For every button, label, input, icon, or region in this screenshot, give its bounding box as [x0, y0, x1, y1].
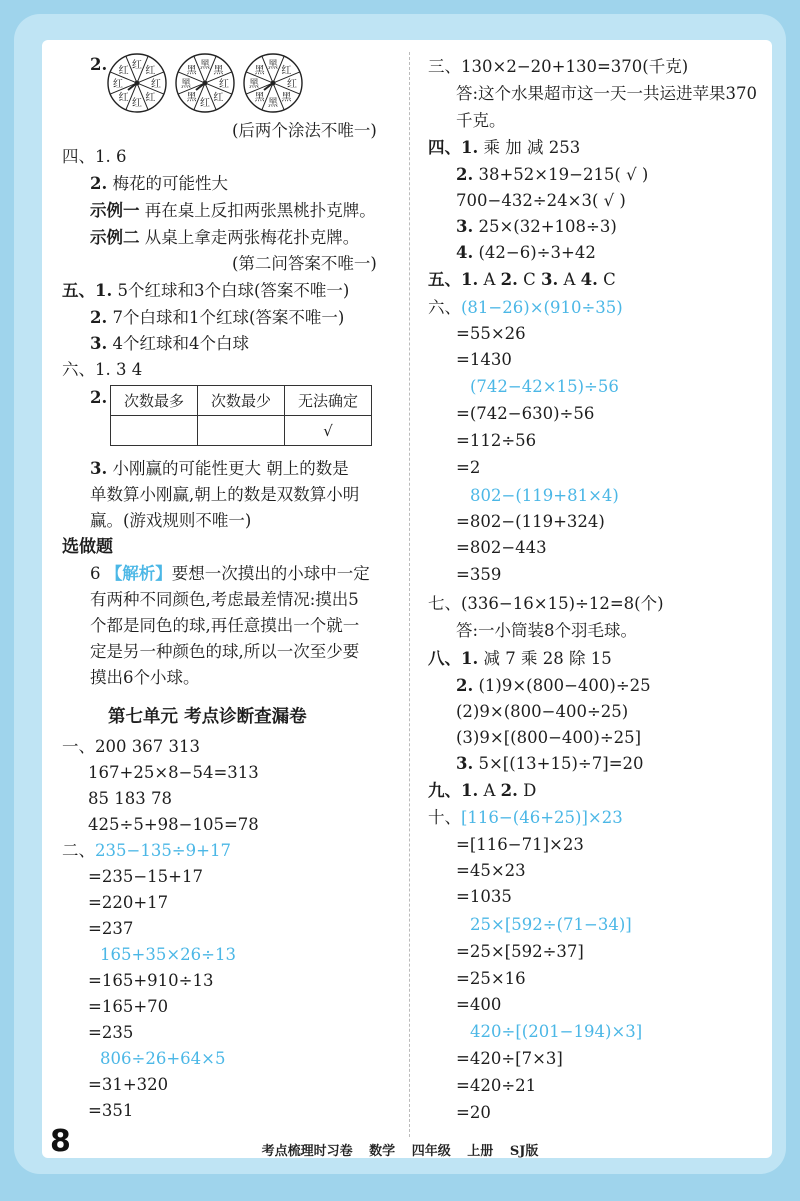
item-number: 4.	[580, 270, 598, 289]
footer-info	[0, 1140, 800, 1159]
wheel-segment-label: 红	[145, 92, 156, 104]
example-label: 示例二	[90, 228, 140, 247]
spinner-wheel	[108, 54, 166, 112]
wheel-segment-label: 红	[132, 60, 142, 71]
wheel-segment-label: 红	[145, 65, 156, 77]
answer-line	[456, 164, 648, 186]
wheel-segment-label: 红	[287, 79, 297, 90]
spinner-wheel	[244, 54, 302, 112]
item-number: 4.	[456, 243, 474, 262]
answer-text: A	[558, 270, 581, 289]
answer-line	[90, 173, 228, 195]
wheel-segment-label: 红	[113, 79, 123, 90]
equation-step: =31+320	[88, 1075, 169, 1094]
wheel-segment-label: 黑	[181, 79, 191, 90]
answer-text: (1)9×(800−400)÷25	[473, 676, 651, 695]
wheel-segment-label: 黑	[254, 92, 265, 104]
problem-expression: 420÷[(201−194)×3]	[470, 1022, 643, 1041]
equation-step: =165+910÷13	[88, 971, 214, 990]
wheel-segment-label: 红	[118, 65, 129, 77]
grade: 四年级	[411, 1144, 451, 1159]
equation-step: =1430	[456, 350, 512, 369]
equation-step: =165+70	[88, 997, 169, 1016]
column-divider	[409, 52, 410, 1137]
answer-text: C	[517, 270, 541, 289]
wheel-segment-label: 黑	[200, 60, 210, 71]
answer-text: 4个红球和4个白球	[107, 334, 249, 353]
wheel-segment-label: 红	[219, 79, 229, 90]
equation: 七、(336−16×15)÷12=8(个)	[428, 594, 664, 613]
answer-line: 一、200 367 313	[62, 737, 200, 756]
answer-text: 从桌上拿走两张梅花扑克牌。	[139, 228, 360, 247]
answer-line: 85 183 78	[88, 789, 172, 808]
table-header: 次数最少	[198, 386, 285, 416]
spinner-wheel	[176, 54, 234, 112]
equation-step: =1035	[456, 887, 512, 906]
answer-text: C	[597, 270, 616, 289]
item-number: 2.	[90, 55, 108, 74]
problem-expression: [116−(46+25)]×23	[461, 808, 623, 827]
equation-step: =235−15+17	[88, 867, 203, 886]
equation-step: =25×[592÷37]	[456, 942, 584, 961]
equation-step: =55×26	[456, 324, 526, 343]
equation-step: =420÷21	[456, 1076, 537, 1095]
answer-line	[428, 137, 580, 159]
answer-text: 减 7 乘 28 除 15	[478, 649, 612, 668]
wheel-segment-label: 黑	[268, 60, 278, 71]
subject: 数学	[369, 1144, 396, 1159]
item-number: 2.	[90, 308, 108, 327]
answer-line: 单数算小刚赢,朝上的数是双数算小明	[90, 485, 360, 504]
answer-line	[90, 458, 349, 480]
item-number: 2.	[500, 270, 518, 289]
answer-line	[456, 242, 596, 264]
equation-step: =400	[456, 995, 502, 1014]
item-number: 3.	[456, 217, 474, 236]
equation: 167+25×8−54=313	[88, 763, 259, 782]
item-number: 四、1.	[428, 138, 479, 157]
problem-expression: (81−26)×(910÷35)	[461, 298, 623, 317]
wheel-segment-label: 黑	[268, 98, 278, 109]
equation	[428, 297, 623, 319]
table-header: 次数最多	[111, 386, 198, 416]
answer-line: 答:一小筒装8个羽毛球。	[456, 621, 638, 640]
equation-step: =802−443	[456, 538, 547, 557]
wheel-segment-label: 黑	[249, 79, 259, 90]
answer-text: 再在桌上反扣两张黑桃扑克牌。	[139, 201, 376, 220]
answer-line: 定是另一种颜色的球,所以一次至少要	[90, 642, 360, 661]
edition: SJ版	[509, 1144, 539, 1159]
equation	[428, 807, 623, 829]
equation-step: =20	[456, 1103, 491, 1122]
answer-line	[62, 280, 349, 302]
answer-line	[456, 216, 617, 238]
item-number: 八、1.	[428, 649, 479, 668]
problem-expression: 806÷26+64×5	[100, 1049, 226, 1068]
equation-step: =25×16	[456, 969, 526, 988]
answer-line: 700−432÷24×3( √ )	[456, 191, 626, 210]
equation-step: =2	[456, 458, 481, 477]
table-cell	[111, 416, 198, 446]
equation-step: =112÷56	[456, 431, 537, 450]
answer-text: D	[517, 781, 537, 800]
wheel-segment-label: 红	[118, 92, 129, 104]
problem-expression: 165+35×26÷13	[100, 945, 236, 964]
answer-text: A	[478, 270, 501, 289]
table-cell	[198, 416, 285, 446]
wheel-segment-label: 红	[132, 98, 142, 109]
answer-line	[90, 563, 370, 585]
equation-step: =351	[88, 1101, 134, 1120]
answer-line: 摸出6个小球。	[90, 668, 200, 687]
answer-text: 要想一次摸出的小球中一定	[171, 564, 370, 583]
answer-line	[428, 780, 536, 802]
answer-text: 38+52×19−215( √ )	[473, 165, 649, 184]
answer-text: 小刚赢的可能性更大 朝上的数是	[107, 459, 349, 478]
wheel-segment-label: 黑	[213, 65, 224, 77]
item-number: 3.	[90, 459, 108, 478]
table-header: 无法确定	[285, 386, 372, 416]
answer-line: (3)9×[(800−400)÷25]	[456, 728, 642, 747]
equation-step: =359	[456, 565, 502, 584]
item-number: 五、1.	[428, 270, 479, 289]
series-name: 考点梳理时习卷	[261, 1144, 353, 1159]
equation: 三、130×2−20+130=370(千克)	[428, 57, 689, 76]
wheel-segment-label: 黑	[186, 92, 197, 104]
equation-step: =(742−630)÷56	[456, 404, 595, 423]
problem-expression: 25×[592÷(71−34)]	[470, 915, 632, 934]
answer-text: 5个红球和3个白球(答案不唯一)	[112, 281, 350, 300]
problem-expression: 235−135÷9+17	[95, 841, 231, 860]
table-cell: √	[285, 416, 372, 446]
answer-line: 四、1. 6	[62, 147, 127, 166]
answer-line	[456, 675, 651, 697]
note: (第二问答案不唯一)	[232, 254, 377, 273]
answer-line	[90, 227, 359, 249]
analysis-label: 【解析】	[105, 564, 172, 583]
spinner-wheels-graphic	[106, 51, 306, 115]
wheel-segment-label: 黑	[186, 65, 197, 77]
item-number: 九、1.	[428, 781, 479, 800]
answer-line	[90, 333, 249, 355]
answer-line	[428, 648, 612, 670]
page-number: 8	[50, 1124, 71, 1159]
answer-line: 赢。(游戏规则不唯一)	[90, 511, 252, 530]
wheel-segment-label: 红	[200, 98, 210, 109]
answer-text: 乘 加 减 253	[478, 138, 581, 157]
answer-line: 六、1. 3 4	[62, 360, 143, 379]
term: 上册	[467, 1144, 494, 1159]
spinner-wheels	[106, 51, 306, 115]
answer-text: 梅花的可能性大	[112, 174, 228, 193]
item-number: 2.	[90, 388, 108, 407]
equation: 425÷5+98−105=78	[88, 815, 259, 834]
answer-text: 7个白球和1个红球(答案不唯一)	[107, 308, 345, 327]
answer-line: 有两种不同颜色,考虑最差情况:摸出5	[90, 590, 359, 609]
answer-line	[90, 307, 344, 329]
answer-text: 5×[(13+15)÷7]=20	[473, 754, 644, 773]
equation-step: =[116−71]×23	[456, 835, 584, 854]
problem-expression: 802−(119+81×4)	[470, 486, 619, 505]
equation-step: =802−(119+324)	[456, 512, 605, 531]
item-number: 2.	[456, 165, 474, 184]
section-number: 十、	[428, 808, 461, 827]
item-number: 2.	[500, 781, 518, 800]
answer-text: 6	[90, 564, 106, 583]
note: (后两个涂法不唯一)	[232, 121, 377, 140]
answer-text: A	[478, 781, 501, 800]
equation-step: =45×23	[456, 861, 526, 880]
equation-step: =420÷[7×3]	[456, 1049, 563, 1068]
wheel-segment-label: 黑	[254, 65, 265, 77]
answer-line	[428, 269, 616, 291]
item-number: 3.	[541, 270, 559, 289]
answer-line: 答:这个水果超市这一天一共运进苹果370	[456, 84, 758, 103]
wheel-segment-label: 红	[151, 79, 161, 90]
answer-line: (2)9×(800−400÷25)	[456, 702, 629, 721]
item-number: 2.	[90, 174, 108, 193]
answer-line: 千克。	[456, 111, 506, 130]
answer-line: 个都是同色的球,再任意摸出一个就一	[90, 616, 360, 635]
answer-text: 25×(32+108÷3)	[473, 217, 617, 236]
answer-line	[456, 753, 644, 775]
section-title: 选做题	[62, 537, 113, 557]
unit-title: 第七单元 考点诊断查漏卷	[108, 707, 307, 727]
item-number: 2.	[456, 676, 474, 695]
section-number: 二、	[62, 841, 95, 860]
equation-step: =237	[88, 919, 134, 938]
item-number: 五、1.	[62, 281, 113, 300]
wheel-segment-label: 红	[213, 92, 224, 104]
item-number: 3.	[456, 754, 474, 773]
answer-text: (42−6)÷3+42	[473, 243, 596, 262]
frequency-table	[110, 385, 372, 446]
equation-step: =220+17	[88, 893, 169, 912]
example-label: 示例一	[90, 201, 140, 220]
item-number: 3.	[90, 334, 108, 353]
problem-expression: (742−42×15)÷56	[470, 377, 619, 396]
section-number: 六、	[428, 298, 461, 317]
wheel-segment-label: 红	[281, 65, 292, 77]
wheel-segment-label: 黑	[281, 92, 292, 104]
answer-line	[90, 200, 376, 222]
equation-step: =235	[88, 1023, 134, 1042]
equation	[62, 840, 231, 862]
